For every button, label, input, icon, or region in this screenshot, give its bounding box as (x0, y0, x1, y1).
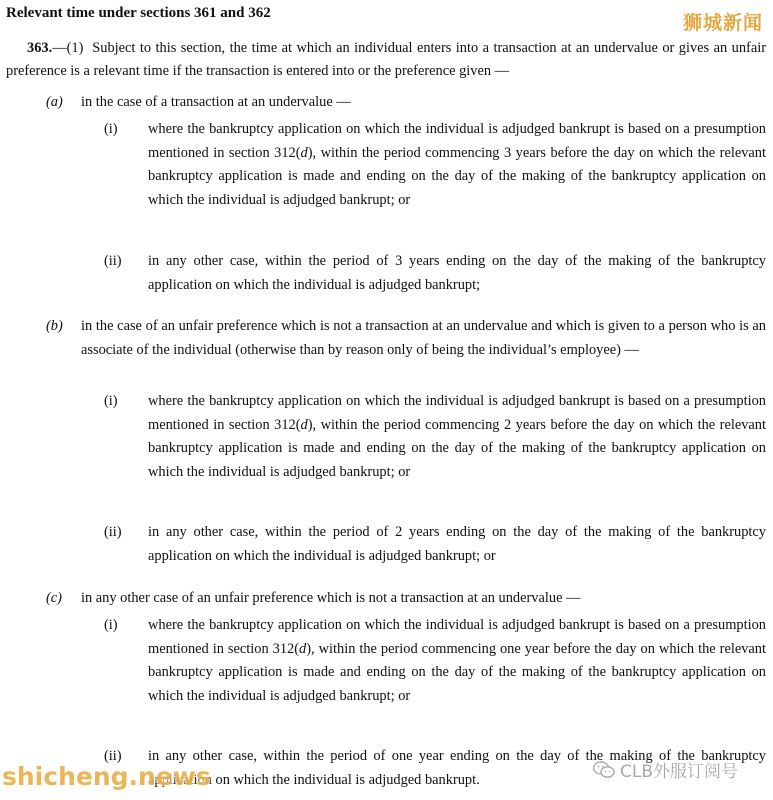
section-intro-text: —(1) Subject to this section, the time at which an individual enters into a transaction at an undervalue or gives an unfair preference is a relevant time if the transaction is entered into or the preference given — (6, 40, 766, 79)
watermark-bottom-right (593, 757, 738, 782)
subparagraph-a-i (104, 118, 766, 212)
watermark-top-right: 狮城新闻 (682, 12, 763, 34)
section-intro (6, 37, 766, 83)
paragraph-marker: (a) (46, 94, 63, 110)
subparagraph-text: in any other case, within the period of 2 years ending on the day of the making of the bankruptcy application on which the individual is adjudged bankrupt; or (148, 524, 766, 564)
watermark-bottom-right-text: CLB外服订阅号 (620, 762, 739, 782)
subparagraph-marker: (i) (104, 121, 118, 137)
paragraph-marker: (b) (46, 318, 63, 334)
paragraph-text: in the case of an unfair preference which is not a transaction at an undervalue and which is given to a person who is an associate of the individual (otherwise than by reason only of being the individual’s employee) — (81, 318, 766, 358)
paragraph-c (46, 587, 766, 611)
paragraph-text: in the case of a transaction at an undervalue — (81, 94, 351, 110)
paragraph-a (46, 91, 766, 115)
subparagraph-marker: (ii) (104, 748, 122, 764)
wechat-icon (593, 761, 615, 779)
subparagraph-text: in any other case, within the period of one year ending on the day of the making of the bankruptcy application on which the individual is adjudged bankrupt. (148, 748, 766, 788)
subparagraph-b-ii (104, 521, 766, 568)
subparagraph-a-ii (104, 250, 766, 297)
paragraph-b (46, 315, 766, 362)
subparagraph-c-i (104, 614, 766, 708)
subparagraph-marker: (i) (104, 617, 118, 633)
subparagraph-text: in any other case, within the period of 3 years ending on the day of the making of the bankruptcy application on which the individual is adjudged bankrupt; (148, 253, 766, 293)
paragraph-marker: (c) (46, 590, 62, 606)
subparagraph-text: where the bankruptcy application on which the individual is adjudged bankrupt is based on a presumption mentioned in section 312(d), within the period commencing one year before the day on which the relevant bankruptcy application is made and ending on the day of the making of the bankruptcy application on which the individual is adjudged bankrupt; or (148, 617, 766, 704)
watermark-bottom-left: shicheng.news (2, 762, 211, 791)
subparagraph-marker: (ii) (104, 253, 122, 269)
subparagraph-text: where the bankruptcy application on which the individual is adjudged bankrupt is based on a presumption mentioned in section 312(d), within the period commencing 2 years before the day on which the relevant bankruptcy application is made and ending on the day of the making of the bankruptcy application on which the individual is adjudged bankrupt; or (148, 393, 766, 480)
section-heading: Relevant time under sections 361 and 362 (6, 5, 271, 21)
subparagraph-marker: (i) (104, 393, 118, 409)
paragraph-text: in any other case of an unfair preference which is not a transaction at an undervalue — (81, 590, 581, 606)
subparagraph-text: where the bankruptcy application on which the individual is adjudged bankrupt is based on a presumption mentioned in section 312(d), within the period commencing 3 years before the day on which the relevant bankruptcy application is made and ending on the day of the making of the bankruptcy application on which the individual is adjudged bankrupt; or (148, 121, 766, 208)
section-number: 363. (27, 40, 53, 56)
subparagraph-b-i (104, 390, 766, 484)
subparagraph-marker: (ii) (104, 524, 122, 540)
